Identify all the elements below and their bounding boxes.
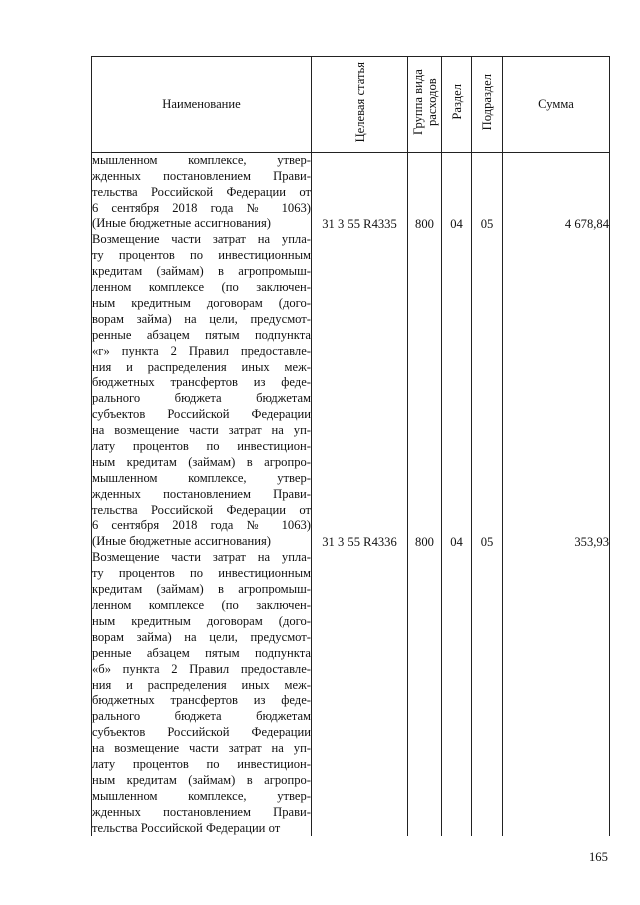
section-cell-value: 04 xyxy=(450,534,463,549)
subsection-cell xyxy=(472,232,503,550)
name-text-line: бюджетных трансфертов из феде- xyxy=(92,693,311,708)
target-article-cell-value: 31 3 55 R4335 xyxy=(322,216,397,231)
header-row xyxy=(92,57,610,153)
name-text-line: кредитам (займам) в агропромыш- xyxy=(92,582,311,597)
header-section: Раздел xyxy=(442,57,472,153)
name-text-line: лату процентов по инвестицион- xyxy=(92,756,311,771)
table-row xyxy=(92,152,610,232)
subsection-cell xyxy=(472,152,503,232)
name-text-line: тельства Российской Федерации от xyxy=(92,184,311,199)
header-expense-group: Группа вида расходов xyxy=(408,57,442,153)
target-article-cell-value: 31 3 55 R4336 xyxy=(322,534,397,549)
name-text-line: 6 сентября 2018 года № 1063) xyxy=(92,518,311,533)
target-article-cell xyxy=(312,232,408,550)
name-text-line: ным кредитам (займам) в агропро- xyxy=(92,454,311,469)
row-name-cell xyxy=(92,152,312,232)
name-text-line: тельства Российской Федерации от xyxy=(92,502,311,517)
name-text-line: «б» пункта 2 Правил предоставле- xyxy=(92,661,311,676)
name-text-line: жденных постановлением Прави- xyxy=(92,804,311,819)
row-name-cell xyxy=(92,232,312,550)
name-text-line: ленном комплексе (по заключен- xyxy=(92,280,311,295)
table-row xyxy=(92,550,610,836)
name-text-line: ленном комплексе (по заключен- xyxy=(92,598,311,613)
header-subsection: Подраздел xyxy=(472,57,503,153)
name-text-line: рального бюджета бюджетам xyxy=(92,709,311,724)
name-text-line: жденных постановлением Прави- xyxy=(92,168,311,183)
name-text-line: на возмещение части затрат на уп- xyxy=(92,423,311,438)
name-text-line: Возмещение части затрат на упла- xyxy=(92,232,311,247)
name-text-line: ния и распределения иных меж- xyxy=(92,359,311,374)
subsection-cell xyxy=(472,550,503,836)
amount-cell-value: 4 678,84 xyxy=(564,216,609,231)
expense-group-cell-value: 800 xyxy=(415,216,434,231)
name-text-line: тельства Российской Федерации от xyxy=(92,820,281,835)
name-text-line: 6 сентября 2018 года № 1063) xyxy=(92,200,311,215)
amount-cell xyxy=(503,550,610,836)
name-text-line: ворам займа) на цели, предусмот- xyxy=(92,629,311,644)
name-text-line: ренные абзацем пятым подпункта xyxy=(92,645,311,660)
name-text-line: (Иные бюджетные ассигнования) xyxy=(92,534,271,549)
name-text-line: ния и распределения иных меж- xyxy=(92,677,311,692)
table-row xyxy=(92,232,610,550)
name-text-line: ным кредитам (займам) в агропро- xyxy=(92,772,311,787)
name-text-line: субъектов Российской Федерации xyxy=(92,725,311,740)
name-text-line: рального бюджета бюджетам xyxy=(92,391,311,406)
name-text-line: мышленном комплексе, утвер- xyxy=(92,788,311,803)
section-cell-value: 04 xyxy=(450,216,463,231)
expense-group-cell xyxy=(408,232,442,550)
row-name-cell xyxy=(92,550,312,836)
header-name: Наименование xyxy=(92,57,312,153)
name-text-line: Возмещение части затрат на упла- xyxy=(92,550,311,565)
subsection-cell-value: 05 xyxy=(480,216,494,231)
name-text-line: ту процентов по инвестиционным xyxy=(92,248,311,263)
name-text-line: ным кредитным договорам (дого- xyxy=(92,613,311,628)
page-number: 165 xyxy=(589,850,608,864)
name-text-line: жденных постановлением Прави- xyxy=(92,486,311,501)
amount-cell-value: 353,93 xyxy=(574,534,609,549)
amount-cell xyxy=(503,152,610,232)
name-text-line: лату процентов по инвестицион- xyxy=(92,438,311,453)
budget-table xyxy=(91,56,610,836)
header-amount: Сумма xyxy=(503,57,610,153)
target-article-cell xyxy=(312,550,408,836)
name-text-line: ренные абзацем пятым подпункта xyxy=(92,327,311,342)
name-text-line: «г» пункта 2 Правил предоставле- xyxy=(92,343,311,358)
name-text-line: ту процентов по инвестиционным xyxy=(92,566,311,581)
section-cell xyxy=(442,232,472,550)
name-text-line: субъектов Российской Федерации xyxy=(92,407,311,422)
expense-group-cell xyxy=(408,152,442,232)
name-text-line: ворам займа) на цели, предусмот- xyxy=(92,311,311,326)
expense-group-cell-value: 800 xyxy=(415,534,434,549)
name-text-line: бюджетных трансфертов из феде- xyxy=(92,375,311,390)
name-text-line: мышленном комплексе, утвер- xyxy=(92,152,311,167)
name-text-line: на возмещение части затрат на уп- xyxy=(92,741,311,756)
amount-cell xyxy=(503,232,610,550)
name-text-line: (Иные бюджетные ассигнования) xyxy=(92,216,271,231)
section-cell xyxy=(442,152,472,232)
subsection-cell-value: 05 xyxy=(480,534,494,549)
section-cell xyxy=(442,550,472,836)
name-text-line: кредитам (займам) в агропромыш- xyxy=(92,264,311,279)
name-text-line: ным кредитным договорам (дого- xyxy=(92,295,311,310)
target-article-cell xyxy=(312,152,408,232)
name-text-line: мышленном комплексе, утвер- xyxy=(92,470,311,485)
expense-group-cell xyxy=(408,550,442,836)
header-target-article: Целевая статья xyxy=(312,57,408,153)
